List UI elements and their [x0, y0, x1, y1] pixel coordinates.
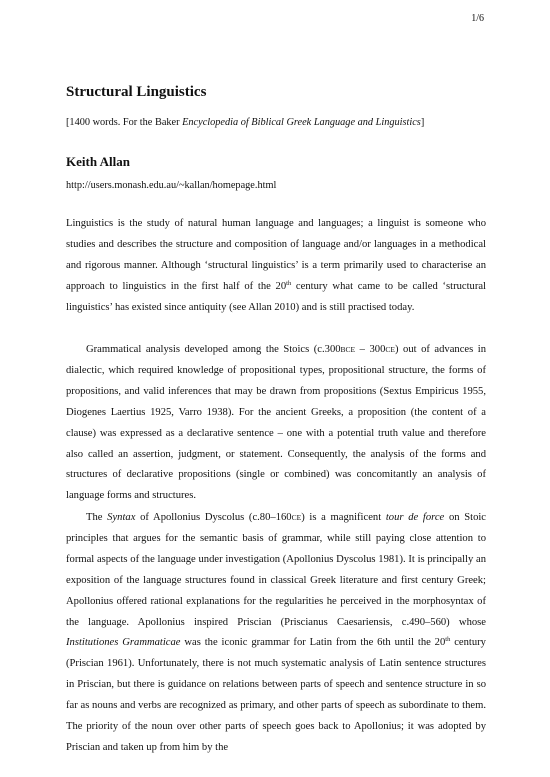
publication-note	[66, 117, 424, 128]
p2-text-b: – 300	[355, 344, 386, 355]
p1-sup: th	[286, 279, 292, 287]
note-prefix: [1400 words. For the Baker	[66, 117, 183, 128]
p3-text-e: was the iconic grammar for Latin from the 6th until the 20	[180, 637, 446, 649]
author-url[interactable]: http://users.monash.edu.au/~kallan/homepage.html	[66, 180, 277, 191]
p3-italic-2: tour de force	[385, 512, 445, 523]
p3-text-a: The	[86, 512, 108, 523]
page-title: Structural Linguistics	[66, 84, 207, 100]
author-name: Keith Allan	[66, 154, 130, 169]
page-number: 1/6	[471, 13, 484, 24]
p1-text-b: century what came to be called ‘structural linguistics’ has existed since antiquity (see Allan 2010) and is still practised today.	[66, 280, 487, 313]
body-paragraph-2	[66, 340, 486, 507]
p2-smallcaps-2: CE	[385, 345, 395, 354]
p3-sup: th	[445, 636, 451, 644]
p3-italic-3: Institutiones Grammaticae	[66, 637, 181, 649]
p2-text-c: ) out of advances in dialectic, which required knowledge of propositional types, propositional structure, the forms of propositions, and valid inferences that may be drawn from propositions (Sextus Empiricus 1955, Diogenes Laertius 1925, Varro 1938). For the ancient Greeks, a proposition (the content of a clause) was expressed as a declarative sentence – one with a potential truth value and therefore also called an assertion, judgment, or statement. Consequently, the analysis of the forms and structures of declarative propositions (single or combined) was concomitantly an analysis of language forms and structures.	[66, 344, 487, 502]
note-suffix: ]	[420, 117, 425, 128]
p1-text-a: Linguistics is the study of natural human language and languages; a linguist is someone who studies and describes the structure and composition of language and/or languages in a methodical and rigorous manner. Although ‘structural linguistics’ is a term primarily used to characterise an approach to linguistics in the first half of the 20	[66, 218, 486, 292]
p3-text-c: ) is a magnificent	[301, 512, 386, 523]
p3-text-b: of Apollonius Dyscolus (c.80–160	[135, 512, 292, 523]
p3-text-d: on Stoic principles that argues for the semantic basis of grammar, while still paying close attention to formal aspects of the language under investigation (Apollonius Dyscolus 1981). It is principally an exposition of the language structures found in classical Greek literature and first century Greek; Apollonius offered rational explanations for the regularities he perceived in the morphosyntax of the language. Apollonius inspired Priscian (Priscianus Caesariensis, c.490–560) whose	[66, 512, 487, 628]
p3-smallcaps-1: CE	[291, 513, 302, 522]
body-paragraph-1	[66, 214, 486, 319]
p2-smallcaps-1: BCE	[340, 345, 356, 354]
body-paragraph-3	[66, 508, 486, 759]
note-italic-title: Encyclopedia of Biblical Greek Language and Linguistics	[182, 117, 421, 128]
p3-text-f: century (Priscian 1961). Unfortunately, there is not much systematic analysis of Latin sentence structures in Priscian, but there is guidance on relations between parts of speech and sentence structure in so far as nouns and verbs are recognized as primary, and other parts of speech as subordinate to them. The priority of the noun over other parts of speech goes back to Apollonius; it was adopted by Priscian and taken up from him by the	[66, 637, 486, 753]
p3-italic-1: Syntax	[107, 512, 136, 523]
p2-text-a: Grammatical analysis developed among the Stoics (c.300	[86, 344, 341, 355]
